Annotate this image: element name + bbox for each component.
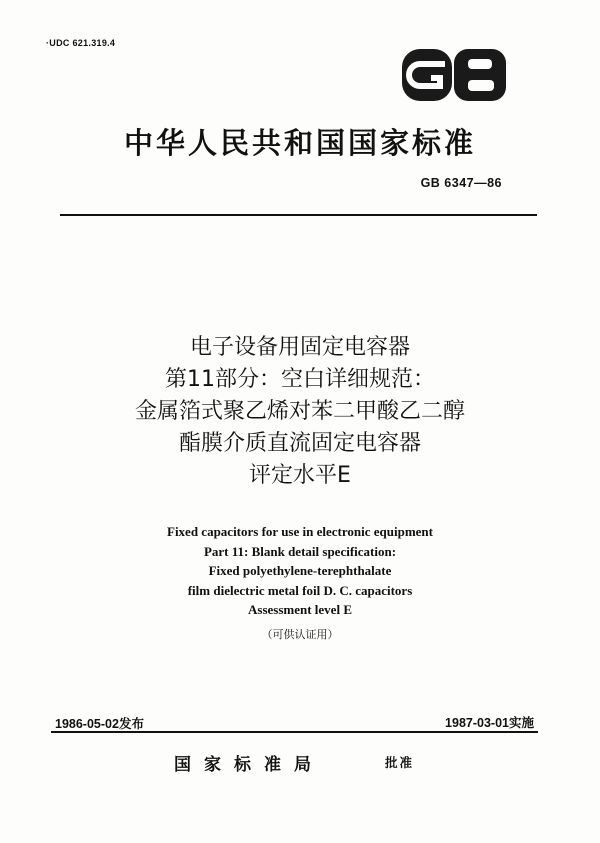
certification-note: （可供认证用）: [261, 628, 339, 641]
standard-code: GB 6347—86: [420, 176, 502, 190]
issue-date: 1986-05-02发布: [55, 717, 144, 731]
issuing-authority: 国家标准局: [174, 755, 324, 775]
english-title-line: Fixed capacitors for use in electronic equipment: [167, 524, 433, 539]
english-title: [0, 522, 600, 620]
chinese-title-line: 酯膜介质直流固定电容器: [178, 431, 421, 456]
chinese-title: [0, 332, 600, 492]
gb-logo: [398, 44, 510, 106]
standard-title: 中华人民共和国国家标准: [123, 126, 476, 160]
udc-code: ·UDC 621.319.4: [46, 38, 116, 48]
english-title-line: Assessment level E: [248, 602, 352, 617]
english-title-line: Part 11: Blank detail specification:: [203, 543, 397, 559]
footer-divider: [51, 731, 538, 733]
chinese-title-line: 金属箔式聚乙烯对苯二甲酸乙二醇: [134, 399, 465, 424]
header-divider: [60, 214, 537, 216]
effective-date: 1987-03-01实施: [445, 716, 534, 730]
chinese-title-line: 电子设备用固定电容器: [189, 335, 410, 360]
chinese-title-line: 评定水平E: [249, 463, 351, 488]
english-title-line: film dielectric metal foil D. C. capacitors: [187, 582, 413, 598]
english-title-line: Fixed polyethylene-terephthalate: [208, 563, 392, 578]
approval-label: 批准: [385, 755, 415, 770]
chinese-title-line: 第11部分：空白详细规范：: [165, 367, 435, 392]
